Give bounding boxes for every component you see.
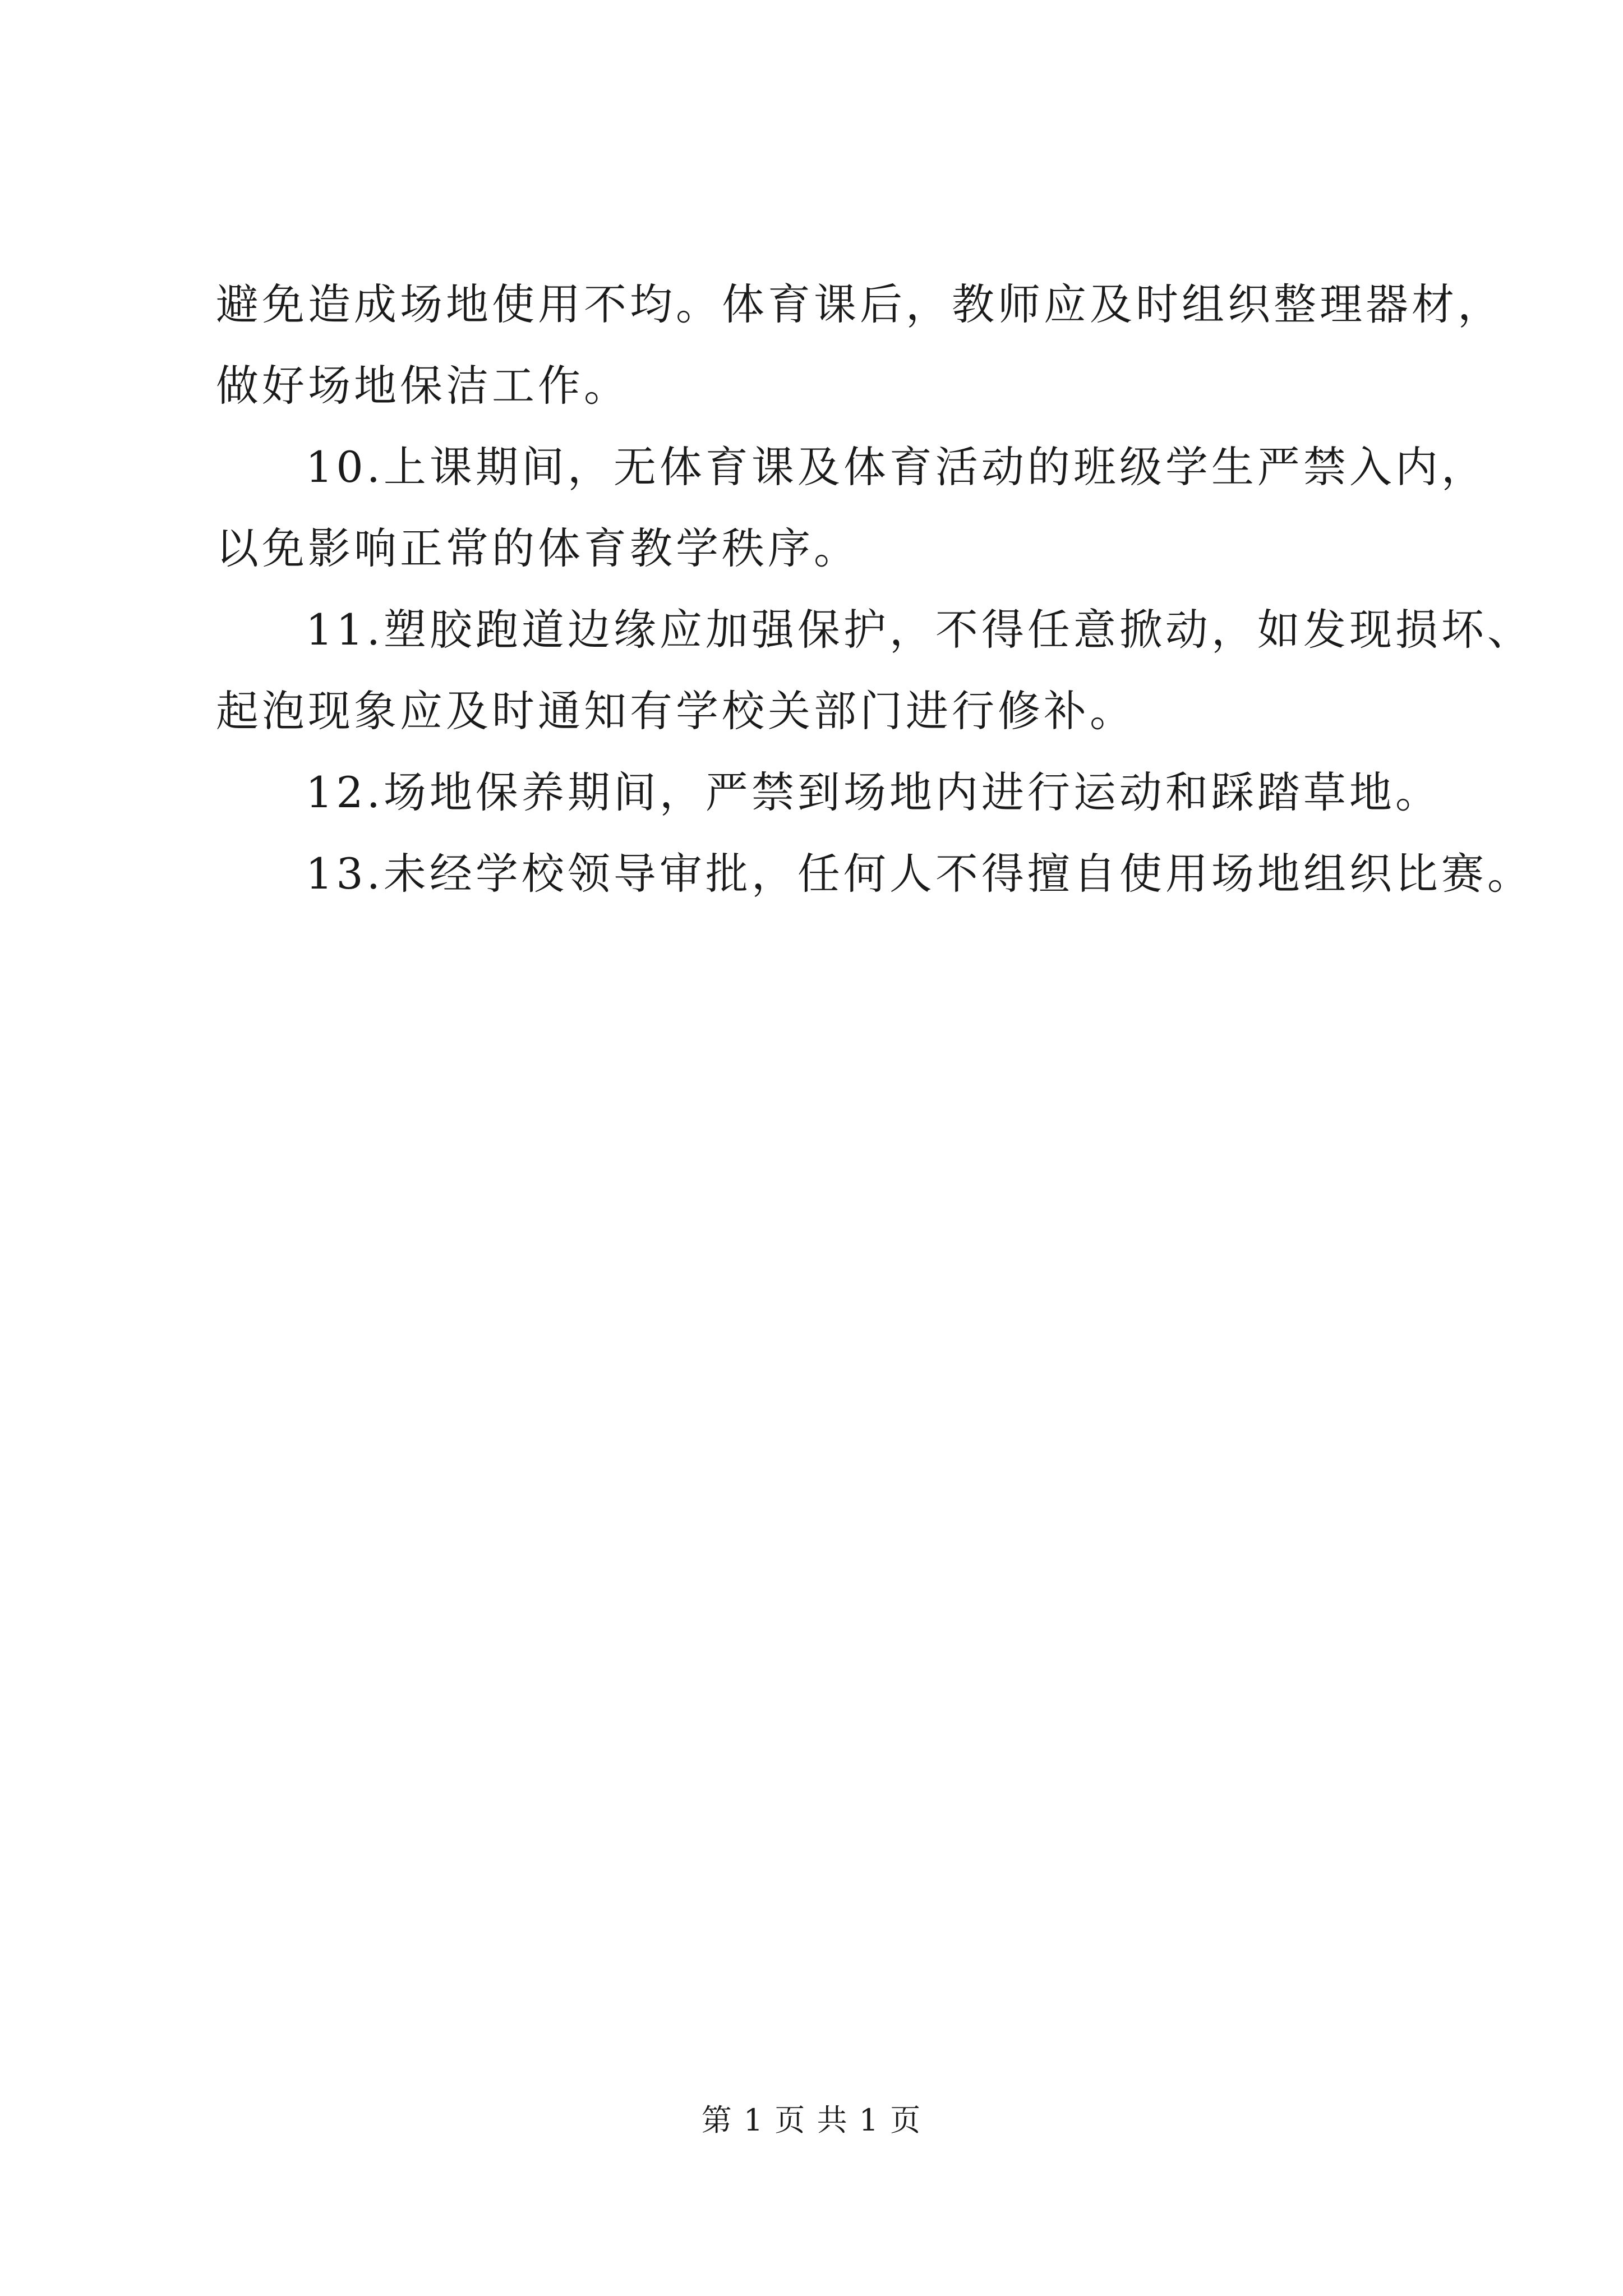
page-number-footer: 第 1 页 共 1 页 (701, 2102, 922, 2138)
item-12-line: 12.场地保养期间，严禁到场地内进行运动和踩踏草地。 (306, 767, 1441, 817)
item-13-line: 13.未经学校领导审批，任何人不得擅自使用场地组织比赛。 (306, 849, 1533, 899)
document-body (216, 264, 1533, 914)
item-11-line: 11.塑胶跑道边缘应加强保护，不得任意掀动，如发现损坏、 (306, 605, 1533, 655)
item-10-continuation: 以免影响正常的体育教学秩序。 (216, 523, 860, 573)
paragraph-line: 避免造成场地使用不均。体育课后，教师应及时组织整理器材， (216, 279, 1504, 329)
item-11-continuation: 起泡现象应及时通知有学校关部门进行修补。 (216, 686, 1136, 736)
paragraph-line: 做好场地保洁工作。 (216, 361, 630, 411)
item-10-line: 10.上课期间，无体育课及体育活动的班级学生严禁入内， (306, 442, 1487, 492)
